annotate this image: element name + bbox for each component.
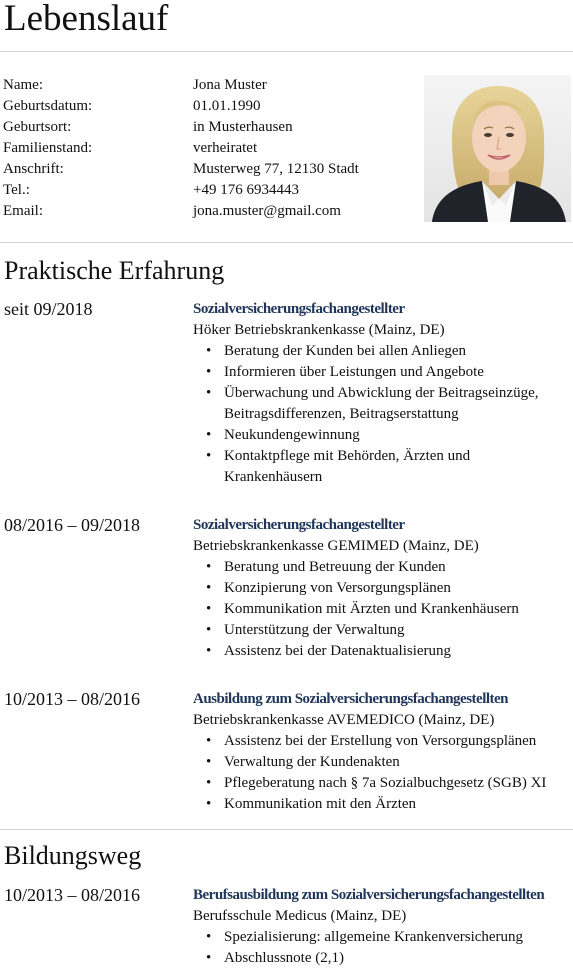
personal-value: +49 176 6934443 <box>193 182 299 198</box>
entry-position: Sozialversicherungsfachangestellter <box>193 517 405 533</box>
entry-content <box>193 885 571 969</box>
personal-info <box>3 75 413 222</box>
page-title: Lebenslauf <box>4 0 169 39</box>
list-item: • Beratung der Kunden bei allen Anliegen <box>193 341 571 362</box>
section-heading-education: Bildungsweg <box>4 841 142 870</box>
personal-label: Geburtsdatum: <box>3 98 93 114</box>
entry-position: Berufsausbildung zum Sozialversicherungsfachangestellten <box>193 887 545 903</box>
personal-row <box>3 138 413 159</box>
divider <box>0 242 573 243</box>
entry-position: Sozialversicherungsfachangestellter <box>193 301 405 317</box>
list-item: • Kommunikation mit den Ärzten <box>193 794 571 815</box>
personal-value: 01.01.1990 <box>193 98 261 114</box>
entry-date: 10/2013 – 08/2016 <box>4 885 141 905</box>
list-item: • Informieren über Leistungen und Angebote <box>193 362 571 383</box>
list-item: • Überwachung und Abwicklung der Beitragseinzüge, Beitragsdifferenzen, Beitragserstattung <box>193 383 571 425</box>
list-item: • Verwaltung der Kundenakten <box>193 752 571 773</box>
personal-row <box>3 201 413 222</box>
personal-label: Familienstand: <box>3 140 93 156</box>
personal-value: verheiratet <box>193 140 258 156</box>
list-item: • Unterstützung der Verwaltung <box>193 620 571 641</box>
entry-content <box>193 515 571 662</box>
personal-label: Name: <box>3 77 43 93</box>
entry-employer: Betriebskrankenkasse GEMIMED (Mainz, DE) <box>193 538 479 554</box>
list-item: • Spezialisierung: allgemeine Krankenversicherung <box>193 927 571 948</box>
list-item: • Neukundengewinnung <box>193 425 571 446</box>
profile-photo <box>424 75 571 222</box>
entry-date: 08/2016 – 09/2018 <box>4 515 141 535</box>
list-item: • Beratung und Betreuung der Kunden <box>193 557 571 578</box>
personal-label: Geburtsort: <box>3 119 72 135</box>
entry-date: seit 09/2018 <box>4 299 93 319</box>
personal-row <box>3 75 413 96</box>
personal-row <box>3 159 413 180</box>
list-item: • Pflegeberatung nach § 7a Sozialbuchgesetz (SGB) XI <box>193 773 571 794</box>
entry-position: Ausbildung zum Sozialversicherungsfachangestellten <box>193 691 509 707</box>
personal-value: jona.muster@gmail.com <box>193 203 341 219</box>
section-heading-experience: Praktische Erfahrung <box>4 256 225 285</box>
personal-value: Musterweg 77, 12130 Stadt <box>193 161 359 177</box>
entry-items <box>193 731 571 815</box>
entry-items <box>193 341 571 488</box>
entry-items <box>193 927 571 969</box>
list-item: • Kontaktpflege mit Behörden, Ärzten und Krankenhäusern <box>193 446 571 488</box>
list-item: • Abschlussnote (2,1) <box>193 948 571 969</box>
personal-label: Tel.: <box>3 182 30 198</box>
entry-content <box>193 299 571 488</box>
entry-employer: Berufsschule Medicus (Mainz, DE) <box>193 908 407 924</box>
personal-value: Jona Muster <box>193 77 267 93</box>
list-item: • Kommunikation mit Ärzten und Krankenhäusern <box>193 599 571 620</box>
entry-content <box>193 689 571 815</box>
personal-value: in Musterhausen <box>193 119 293 135</box>
list-item: • Assistenz bei der Erstellung von Versorgungsplänen <box>193 731 571 752</box>
personal-row <box>3 180 413 201</box>
personal-row <box>3 96 413 117</box>
entry-employer: Betriebskrankenkasse AVEMEDICO (Mainz, DE) <box>193 712 495 728</box>
personal-row <box>3 117 413 138</box>
list-item: • Konzipierung von Versorgungsplänen <box>193 578 571 599</box>
entry-employer: Höker Betriebskrankenkasse (Mainz, DE) <box>193 322 445 338</box>
list-item: • Assistenz bei der Datenaktualisierung <box>193 641 571 662</box>
entry-date: 10/2013 – 08/2016 <box>4 689 141 709</box>
entry-items <box>193 557 571 662</box>
divider <box>0 829 573 830</box>
personal-label: Email: <box>3 203 43 219</box>
personal-label: Anschrift: <box>3 161 64 177</box>
divider <box>0 51 573 52</box>
